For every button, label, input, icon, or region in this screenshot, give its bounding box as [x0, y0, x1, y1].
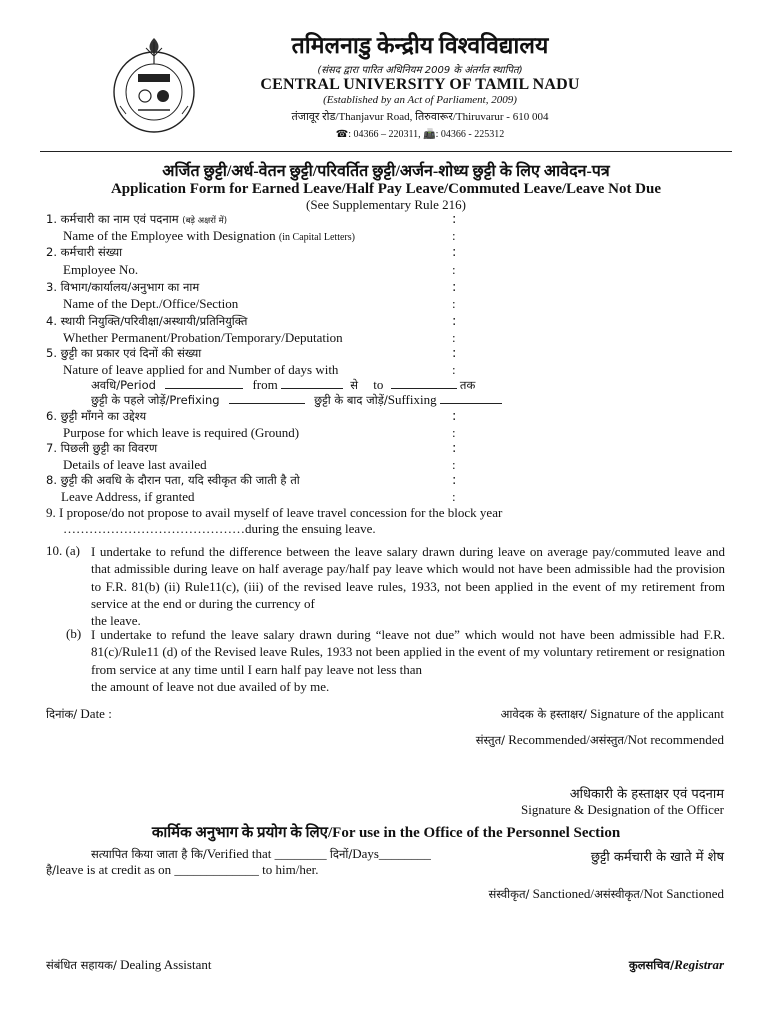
colon: : — [452, 489, 456, 504]
dealing-assistant[interactable] — [46, 957, 211, 973]
item4-label-hindi: 4. स्थायी नियुक्ति/परिवीक्षा/अस्थायी/प्रतिनियुक्ति — [46, 314, 248, 328]
verified-hindi: सत्यापित किया जाता है कि/ — [91, 847, 207, 861]
personnel-section-heading — [40, 822, 732, 842]
registrar-hindi: कुलसचिव/ — [628, 958, 675, 972]
credit-hindi-2: है/ — [46, 863, 56, 877]
item1-label-hindi — [46, 212, 227, 227]
item10b-number: (b) — [66, 626, 82, 641]
dealing-assistant-english: Dealing Assistant — [116, 957, 212, 972]
colon: : — [452, 346, 457, 361]
applicant-signature-english: Signature of the applicant — [586, 706, 724, 721]
university-phone: ☎: 04366 – 220311, 📠: 04366 - 225312 — [335, 129, 505, 140]
credit-line[interactable] — [46, 862, 318, 878]
applicant-signature-hindi: आवेदक के हस्ताक्षर/ — [500, 707, 587, 721]
item4-label-english: Whether Permanent/Probation/Temporary/Deputation — [63, 330, 343, 345]
university-established-hindi: (संसद द्वारा पारित अधिनियम 2009 के अंतर्गत स्थापित) — [317, 65, 523, 76]
personnel-heading-english: For use in the Office of the Personnel Section — [332, 825, 621, 841]
form-rule-reference: (See Supplementary Rule 216) — [306, 197, 466, 212]
from-date-blank[interactable] — [281, 388, 343, 389]
registrar[interactable] — [629, 957, 724, 973]
header-divider — [40, 151, 732, 152]
credit-english: leave is at credit as on _____________ to him/her. — [55, 862, 319, 877]
colon: : — [452, 409, 457, 424]
item1-english-text: Name of the Employee with Designation — [63, 228, 276, 243]
colon: : — [452, 245, 457, 260]
item5-label-english: Nature of leave applied for and Number of days with — [63, 362, 339, 377]
item3-label-hindi: 3. विभाग/कार्यालय/अनुभाग का नाम — [46, 280, 200, 294]
prefix-blank[interactable] — [229, 403, 305, 404]
se-label: से — [350, 378, 359, 392]
recommendation-line[interactable] — [476, 732, 724, 748]
date-label-hindi: दिनांक/ — [46, 707, 78, 721]
recommended-english: Recommended/ — [505, 732, 590, 747]
university-established-english: (Established by an Act of Parliament, 2009) — [323, 94, 517, 106]
item9-ltc-statement: 9. I propose/do not propose to avail myself of leave travel concession for the block year — [46, 505, 503, 520]
item1-english-note: (in Capital Letters) — [278, 232, 355, 243]
from-label: from — [252, 377, 278, 392]
item7-label-hindi: 7. पिछली छुट्टी का विवरण — [46, 441, 158, 455]
sanctioned-hindi: संस्वीकृत/ — [488, 887, 530, 901]
item10a-text: I undertake to refund the difference between the leave salary drawn during leave on average pay/commuted leave and that admissible during leave on half average pay/half pay leave which would not have been admissible had the provision to F.R. 81(b) (ii) Rule11(c), (iii) of the revised leave rules, 1933, not been applied in the event of my retirement from service at the end or during the currency of — [91, 544, 725, 611]
date-label-english: Date : — [77, 706, 112, 721]
colon: : — [452, 262, 456, 277]
registrar-english: Registrar — [674, 957, 724, 972]
colon: : — [452, 212, 457, 227]
item10a-undertaking — [91, 543, 725, 629]
item3-label-english: Name of the Dept./Office/Section — [63, 296, 239, 311]
item10a-number: 10. (a) — [46, 543, 80, 558]
item5-prefix-suffix-line — [91, 392, 502, 408]
item2-label-hindi: 2. कर्मचारी संख्या — [46, 245, 123, 259]
colon: : — [452, 296, 456, 311]
item1-hindi-text: 1. कर्मचारी का नाम एवं पदनाम — [46, 212, 179, 226]
item6-label-english: Purpose for which leave is required (Ground) — [63, 425, 300, 440]
item10b-text: I undertake to refund the leave salary drawn during “leave not due” which would not have been admissible had F.R. 81(c)/Rule11 (d) of the Revised leave Rules, 1933 not been applied in the event of my voluntary retirement or resignation from service at any time until I earn half pay leave not less than — [91, 627, 725, 677]
colon: : — [452, 362, 456, 377]
to-date-blank[interactable] — [391, 388, 457, 389]
not-sanctioned-english: /Not Sanctioned — [639, 886, 724, 901]
officer-signature-english[interactable]: Signature & Designation of the Officer — [520, 802, 724, 817]
days-english: Days________ — [352, 846, 431, 861]
verified-line[interactable] — [91, 846, 431, 862]
item1-hindi-note: (बड़े अक्षरों में) — [182, 216, 228, 226]
item10b-last-line: the amount of leave not due availed of by me. — [91, 678, 330, 694]
to-label: to — [373, 377, 384, 392]
colon: : — [452, 330, 456, 345]
colon: : — [452, 280, 457, 295]
tak-label: तक — [459, 378, 476, 392]
item5-label-hindi: 5. छुट्टी का प्रकार एवं दिनों की संख्या — [46, 346, 202, 360]
item10a-last-line: the leave. — [91, 613, 141, 629]
colon: : — [452, 314, 457, 329]
item2-label-english: Employee No. — [63, 262, 139, 277]
colon: : — [452, 441, 457, 456]
period-blank[interactable] — [165, 388, 243, 389]
recommended-hindi: संस्तुत/ — [475, 733, 505, 747]
officer-signature-hindi: अधिकारी के हस्ताक्षर एवं पदनाम — [569, 787, 724, 802]
suffix-blank[interactable] — [440, 403, 502, 404]
colon: : — [452, 228, 456, 243]
period-label: अवधि/Period — [91, 378, 156, 392]
not-recommended-hindi: असंस्तुत — [589, 733, 624, 747]
item1-label-english — [63, 228, 355, 244]
personnel-heading-hindi: कार्मिक अनुभाग के प्रयोग के लिए/ — [151, 825, 333, 841]
item5-period-line — [91, 377, 475, 393]
days-hindi: दिनों/ — [329, 847, 353, 861]
colon: : — [452, 473, 457, 488]
not-sanctioned-hindi: असंस्वीकृत — [594, 887, 640, 901]
item9-block-year-line: ……………………………………during the ensuing leave. — [63, 521, 376, 536]
form-title-english: Application Form for Earned Leave/Half Pay Leave/Commuted Leave/Leave Not Due — [110, 181, 662, 197]
university-emblem-icon — [108, 34, 200, 138]
form-title-hindi: अर्जित छुट्टी/अर्ध-वेतन छुट्टी/परिवर्तित छुट्टी/अर्जन-शोध्य छुट्टी के लिए आवेदन-पत्र — [162, 163, 610, 180]
suffix-label-english: Suffixing — [387, 392, 437, 407]
item10b-undertaking — [91, 626, 725, 695]
colon: : — [452, 457, 456, 472]
prefix-label: छुट्टी के पहले जोड़ें/Prefixing — [91, 393, 220, 407]
item8-label-hindi: 8. छुट्टी की अवधि के दौरान पता, यदि स्वीकृत की जाती है तो — [46, 473, 300, 487]
university-name-hindi: तमिलनाडु केन्द्रीय विश्वविद्यालय — [291, 33, 549, 58]
university-name-english: CENTRAL UNIVERSITY OF TAMIL NADU — [260, 76, 580, 93]
item7-label-english: Details of leave last availed — [63, 457, 207, 472]
sanctioned-english: Sanctioned/ — [529, 886, 595, 901]
item8-label-english: Leave Address, if granted — [61, 489, 195, 504]
university-address: तंजावूर रोड/Thanjavur Road, तिरुवारूर/Thiruvarur - 610 004 — [291, 111, 549, 123]
applicant-signature[interactable] — [501, 706, 724, 722]
suffix-label-hindi: छुट्टी के बाद जोड़ें/ — [314, 393, 388, 407]
verified-english: Verified that ________ — [206, 846, 330, 861]
date-field[interactable] — [46, 706, 112, 722]
credit-hindi: छुट्टी कर्मचारी के खाते में शेष — [590, 850, 724, 865]
dealing-assistant-hindi: संबंधित सहायक/ — [46, 958, 117, 972]
not-recommended-english: /Not recommended — [624, 732, 724, 747]
item6-label-hindi: 6. छुट्टी माँगने का उद्देश्य — [46, 409, 147, 423]
colon: : — [452, 425, 456, 440]
sanction-line[interactable] — [489, 886, 724, 902]
